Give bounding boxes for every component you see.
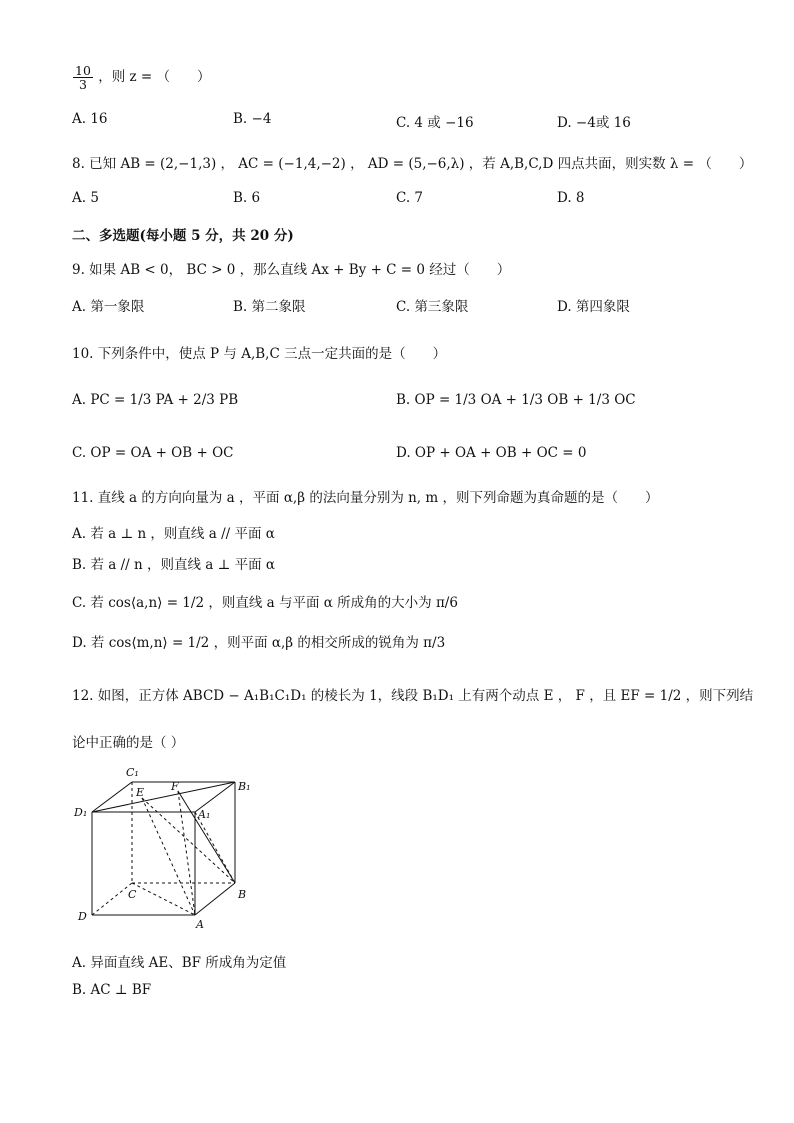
q9-option-b: B. 第二象限 bbox=[233, 299, 306, 315]
label-f: F bbox=[171, 780, 179, 793]
q9-option-d: D. 第四象限 bbox=[557, 299, 630, 315]
label-a1: A₁ bbox=[198, 808, 211, 821]
q7-option-d: D. −4或 16 bbox=[557, 115, 631, 131]
q10-option-b: B. OP = 1/3 OA + 1/3 OB + 1/3 OC bbox=[396, 392, 636, 408]
q12-stem-line1: 12. 如图，正方体 ABCD − A₁B₁C₁D₁ 的棱长为 1，线段 B₁D₁ 上有两个动点 E ， F ，且 EF = 1/2 ，则下列结 bbox=[72, 688, 754, 704]
q11-stem: 11. 直线 a 的方向向量为 a ，平面 α,β 的法向量分别为 n, m ，则下列命题为真命题的是（ ） bbox=[72, 490, 659, 506]
q7-option-a: A. 16 bbox=[72, 111, 108, 127]
q8-option-b: B. 6 bbox=[233, 190, 261, 206]
q8-option-a: A. 5 bbox=[72, 190, 99, 206]
label-c: C bbox=[128, 888, 137, 901]
q11-option-d: D. 若 cos⟨m,n⟩ = 1/2 ，则平面 α,β 的相交所成的锐角为 π/3 bbox=[72, 635, 446, 651]
label-c1: C₁ bbox=[126, 766, 139, 779]
label-e: E bbox=[136, 786, 145, 799]
q10-stem: 10. 下列条件中，使点 P 与 A,B,C 三点一定共面的是（ ） bbox=[72, 346, 447, 362]
q10-option-d: D. OP + OA + OB + OC = 0 bbox=[396, 445, 587, 461]
label-b: B bbox=[238, 888, 247, 901]
q11-option-c: C. 若 cos⟨a,n⟩ = 1/2 ，则直线 a 与平面 α 所成角的大小为 π/6 bbox=[72, 595, 458, 611]
q12-option-b: B. AC ⊥ BF bbox=[72, 982, 152, 998]
q7-fraction-line bbox=[72, 64, 211, 91]
q10-option-c: C. OP = OA + OB + OC bbox=[72, 445, 234, 461]
q7-text: ，则 z = （ ） bbox=[98, 69, 211, 86]
label-a: A bbox=[196, 918, 204, 931]
q11-option-a: A. 若 a ⊥ n ，则直线 a // 平面 α bbox=[72, 526, 275, 542]
q8-option-c: C. 7 bbox=[396, 190, 424, 206]
q12-stem-line2: 论中正确的是（ ） bbox=[72, 735, 185, 751]
q11-option-b: B. 若 a // n ，则直线 a ⊥ 平面 α bbox=[72, 557, 276, 573]
label-d1: D₁ bbox=[74, 806, 88, 819]
q7-option-c: C. 4 或 −16 bbox=[396, 115, 474, 131]
q7-frac-num: 10 bbox=[75, 63, 91, 78]
q9-stem: 9. 如果 AB < 0， BC > 0 ，那么直线 Ax + By + C = 0 经过（ ） bbox=[72, 262, 511, 278]
section-heading: 二、多选题(每小题 5 分，共 20 分) bbox=[72, 228, 294, 244]
q9-option-a: A. 第一象限 bbox=[72, 299, 145, 315]
q7-fraction bbox=[73, 64, 93, 91]
q8-stem: 8. 已知 AB = (2,−1,3) ， AC = (−1,4,−2) ， AD = (5,−6,λ) ，若 A,B,C,D 四点共面，则实数 λ = （ ） bbox=[72, 156, 753, 172]
q9-option-c: C. 第三象限 bbox=[396, 299, 469, 315]
cube-figure bbox=[70, 760, 270, 935]
q8-option-d: D. 8 bbox=[557, 190, 585, 206]
q7-option-b: B. −4 bbox=[233, 111, 272, 127]
label-b1: B₁ bbox=[238, 780, 251, 793]
q7-frac-den: 3 bbox=[78, 77, 87, 93]
q10-option-a: A. PC = 1/3 PA + 2/3 PB bbox=[72, 392, 239, 408]
q12-option-a: A. 异面直线 AE、BF 所成角为定值 bbox=[72, 955, 287, 971]
label-d: D bbox=[78, 910, 87, 923]
